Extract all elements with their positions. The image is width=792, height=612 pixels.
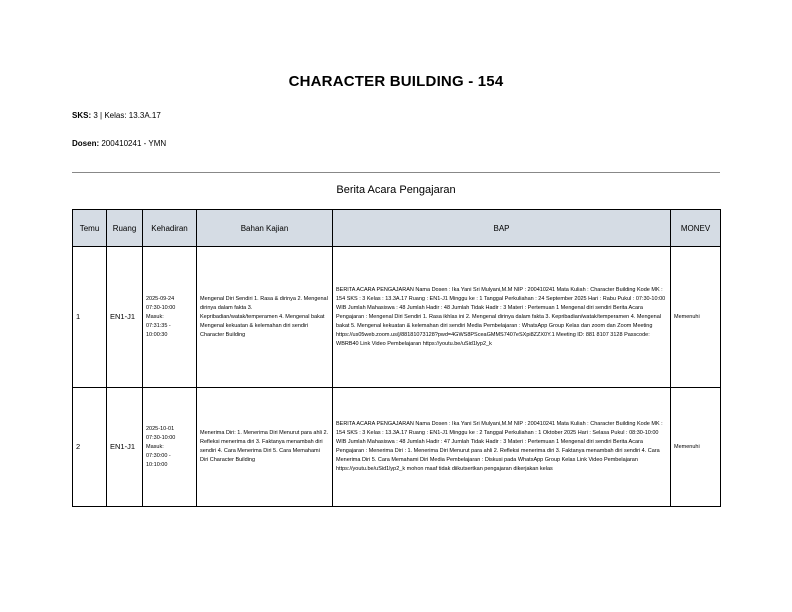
cell-bahan-kajian: Menerima Diri: 1. Menerima Diri Menurut para ahli 2. Refleksi menerima diri 3. Faktanya menambah diri sendiri 4. Cara Menerima Diri 5. Cara Memahami Diri Character Building: [197, 388, 333, 507]
cell-kehadiran: 2025-09-24 07:30-10:00 Masuk: 07:31:35 - 10:00:30: [143, 247, 197, 388]
sks-label: SKS:: [72, 111, 92, 120]
table-row: [73, 247, 721, 388]
section-title: Berita Acara Pengajaran: [336, 184, 456, 196]
divider: [72, 172, 720, 173]
table-header-row: [73, 210, 721, 247]
table-row: [73, 388, 721, 507]
sks-kelas-value: 3 | Kelas: 13.3A.17: [93, 111, 161, 120]
cell-temu: 2: [73, 388, 107, 507]
cell-temu: 1: [73, 247, 107, 388]
dosen-value: 200410241 - YMN: [101, 139, 167, 148]
cell-ruang: EN1-J1: [107, 247, 143, 388]
cell-monev: Memenuhi: [671, 247, 721, 388]
cell-ruang: EN1-J1: [107, 388, 143, 507]
dosen-line: [72, 139, 166, 148]
bap-table: [72, 209, 721, 507]
cell-kehadiran: 2025-10-01 07:30-10:00 Masuk: 07:30:00 - 10:10:00: [143, 388, 197, 507]
page-title: CHARACTER BUILDING - 154: [288, 73, 504, 90]
header-bap: BAP: [333, 210, 671, 247]
header-monev: MONEV: [671, 210, 721, 247]
header-temu: Temu: [73, 210, 107, 247]
cell-monev: Memenuhi: [671, 388, 721, 507]
cell-bap: BERITA ACARA PENGAJARAN Nama Dosen : Ika Yani Sri Mulyani,M.M NIP : 200410241 Mata Kuliah : Character Building Kode MK : 154 SKS : 3 Kelas : 13.3A.17 Ruang : EN1-J1 Minggu ke : 2 Tanggal Perkuliahan : 1 Oktober 2025 Hari : Selasa Pukul : 08:30-10:00 WIB Jumlah Mahasiswa : 48 Jumlah Hadir : 47 Jumlah Tidak Hadir : 3 Materi : Pertemuan 1 Mengenal diri sendiri Berita Acara Pengajaran : Menerima Diri : 1. Menerima Diri Menurut para ahli 2. Refleksi menerima diri 3. Faktanya menambah diri sendiri 4. Cara Menerima Diri 5. Cara Memahami Diri Media Pembelajaran : Diskusi pada WhatsApp Group Kelas Link Video Pembelajaran https://youtu.be/uSid1lyp2_k mohon maaf tidak diikutsertkan pengajaran dikerjakan kelas: [333, 388, 671, 507]
cell-bap: BERITA ACARA PENGAJARAN Nama Dosen : Ika Yani Sri Mulyani,M.M NIP : 200410241 Mata Kuliah : Character Building Kode MK : 154 SKS : 3 Kelas : 13.3A.17 Ruang : EN1-J1 Minggu ke : 1 Tanggal Perkuliahan : 24 September 2025 Hari : Rabu Pukul : 07:30-10:00 WIB Jumlah Mahasiswa : 48 Jumlah Hadir : 48 Jumlah Tidak Hadir : 3 Materi : Pertemuan 1 Mengenal diri sendiri Berita Acara Pengajaran : Mengenal Diri Sendiri 1. Rasa ikhlas ini 2. Mengenal dirinya dalam fakta 3. Kepribadian/watak/temperamen 4. Mengenal bakat 5. Mengenal kekuatan & kelemahan diri sendiri Media Pembelajaran : WhatsApp Group Kelas dan zoom dan Zoom Meeting https://us05web.zoom.us/j/88181073128?pwd=4GWS8PSceaGMMS7407eSXpi8ZZX0Y.1 Meeting ID: 881 8107 3128 Passcode: WBRB40 Link Video Pembelajaran https://youtu.be/uSid1lyp2_k: [333, 247, 671, 388]
header-ruang: Ruang: [107, 210, 143, 247]
sks-kelas-line: [72, 111, 161, 120]
header-bahan-kajian: Bahan Kajian: [197, 210, 333, 247]
header-kehadiran: Kehadiran: [143, 210, 197, 247]
cell-bahan-kajian: Mengenal Diri Sendiri 1. Rasa & dirinya 2. Mengenal dirinya dalam fakta 3. Kepribadian/watak/temperamen 4. Mengenal bakat Mengenal kekuatan & kelemahan diri sendiri Character Building: [197, 247, 333, 388]
dosen-label: Dosen:: [72, 139, 100, 148]
